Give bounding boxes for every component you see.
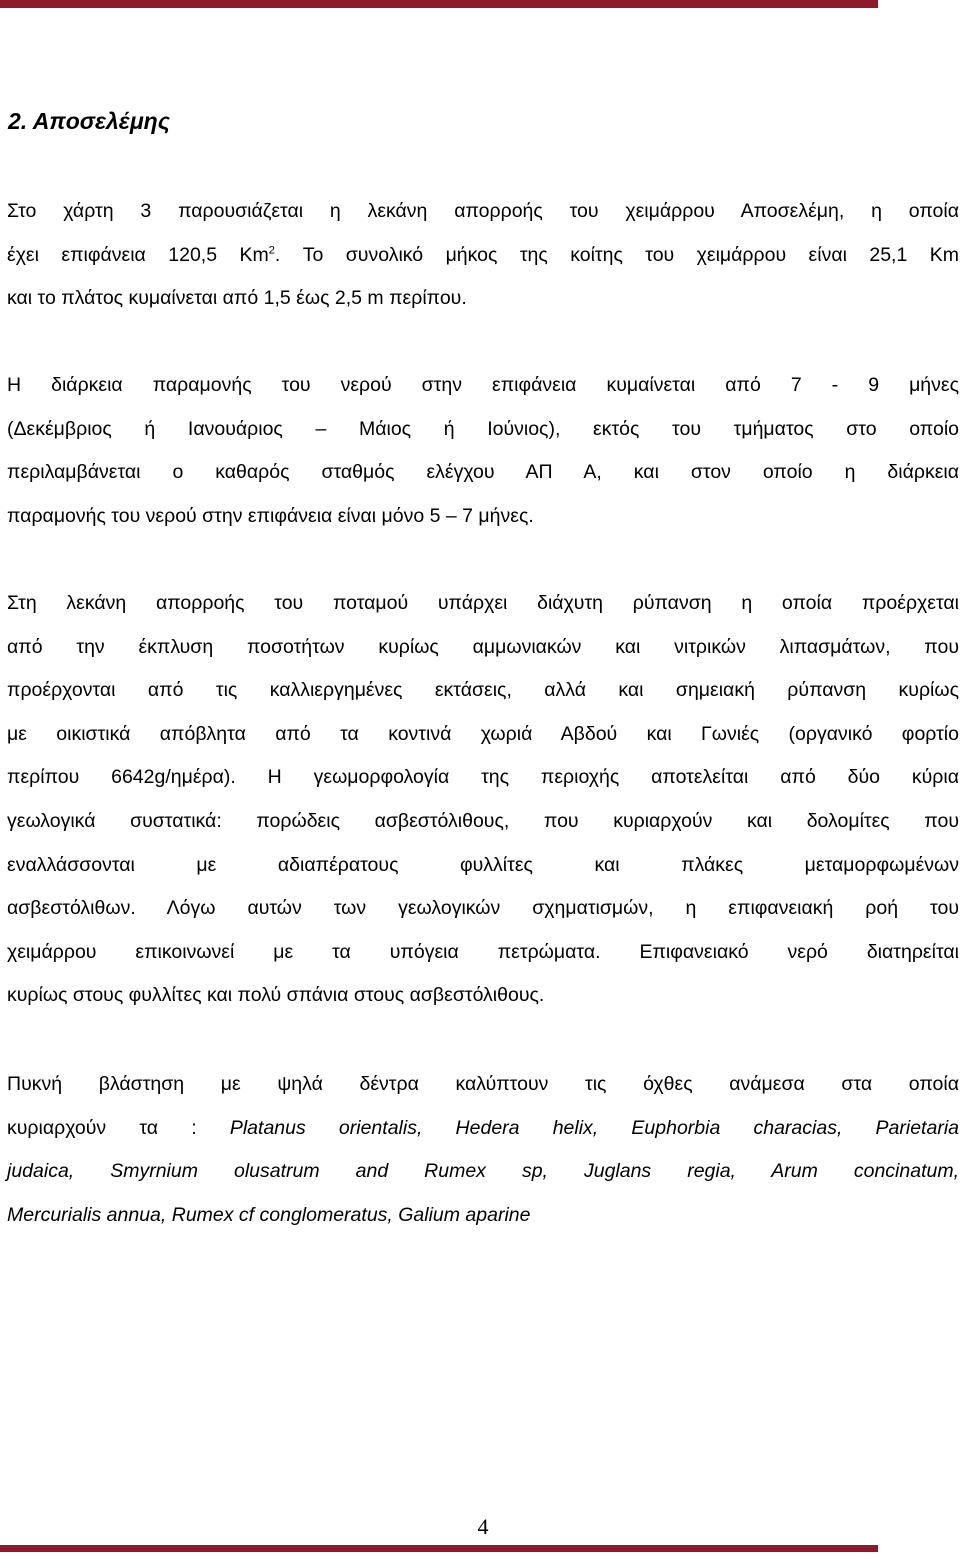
text-line	[7, 234, 959, 278]
text-line: Η διάρκεια παραμονής του νερού στην επιφάνεια κυμαίνεται από 7 - 9 μήνες	[7, 374, 959, 396]
bottom-border-rule	[0, 1545, 878, 1552]
top-border-rule	[0, 0, 878, 8]
text-line: παραμονής του νερού στην επιφάνεια είναι μόνο 5 – 7 μήνες.	[7, 504, 534, 527]
paragraph-basin-description	[7, 190, 959, 321]
text-line: Στη λεκάνη απορροής του ποταμού υπάρχει διάχυτη ρύπανση η οποία προέρχεται	[7, 592, 959, 614]
text-line: χειμάρρου επικοινωνεί με τα υπόγεια πετρώματα. Επιφανειακό νερό διατηρείται	[7, 940, 959, 963]
text-line: και το πλάτος κυμαίνεται από 1,5 έως 2,5 m περίπου.	[7, 287, 467, 310]
text-line: περιλαμβάνεται ο καθαρός σταθμός ελέγχου ΑΠ Α, και στον οποίο η διάρκεια	[7, 461, 959, 484]
text-line: περίπου 6642g/ημέρα). Η γεωμορφολογία της περιοχής αποτελείται από δύο κύρια	[7, 766, 959, 789]
species-list: Mercurialis annua, Rumex cf conglomeratus, Galium aparine	[7, 1203, 531, 1226]
text-line: κυρίως στους φυλλίτες και πολύ σπάνια στους ασβεστόλιθους.	[7, 984, 545, 1007]
superscript: 2	[268, 244, 275, 257]
text-line: Στο χάρτη 3 παρουσιάζεται η λεκάνη απορροής του χειμάρρου Αποσελέμη, η οποία	[7, 200, 959, 222]
text-line: γεωλογικά συστατικά: πορώδεις ασβεστόλιθους, που κυριαρχούν και δολομίτες που	[7, 809, 959, 832]
text-line: προέρχονται από τις καλλιεργημένες εκτάσεις, αλλά και σημειακή ρύπανση κυρίως	[7, 679, 959, 702]
species-list: judaica, Smyrnium olusatrum and Rumex sp, Juglans regia, Arum concinatum,	[7, 1160, 959, 1183]
paragraph-pollution-geology	[7, 582, 959, 1018]
text-line: (Δεκέμβριος ή Ιανουάριος – Μάιος ή Ιούνιος), εκτός του τμήματος στο οποίο	[7, 417, 959, 440]
text-line: εναλλάσσονται με αδιαπέρατους φυλλίτες και πλάκες μεταμορφωμένων	[7, 853, 959, 876]
text-line: Πυκνή βλάστηση με ψηλά δέντρα καλύπτουν τις όχθες ανάμεσα στα οποία	[7, 1073, 959, 1095]
text-line: από την έκπλυση ποσοτήτων κυρίως αμμωνιακών και νιτρικών λιπασμάτων, που	[7, 635, 959, 658]
section-heading: 2. Αποσελέμης	[8, 108, 170, 134]
text-line: ασβεστόλιθων. Λόγω αυτών των γεωλογικών σχηματισμών, η επιφανειακή ροή του	[7, 897, 959, 920]
text-line	[7, 1194, 959, 1238]
text-line	[7, 1107, 959, 1151]
text-line	[7, 1150, 959, 1194]
species-list: Platanus orientalis, Hedera helix, Euphorbia characias, Parietaria	[229, 1116, 959, 1139]
text-line: με οικιστικά απόβλητα από τα κοντινά χωριά Αβδού και Γωνιές (οργανικό φορτίο	[7, 722, 959, 745]
page-number: 4	[477, 1514, 489, 1539]
text-fragment: . Το συνολικό μήκος της κοίτης του χειμάρρου είναι 25,1 Km	[274, 243, 959, 266]
text-fragment: έχει επιφάνεια 120,5 Km	[7, 243, 269, 266]
text-fragment: κυριαρχούν τα :	[7, 1116, 230, 1139]
paragraph-vegetation	[7, 1063, 959, 1237]
paragraph-water-duration	[7, 364, 959, 538]
